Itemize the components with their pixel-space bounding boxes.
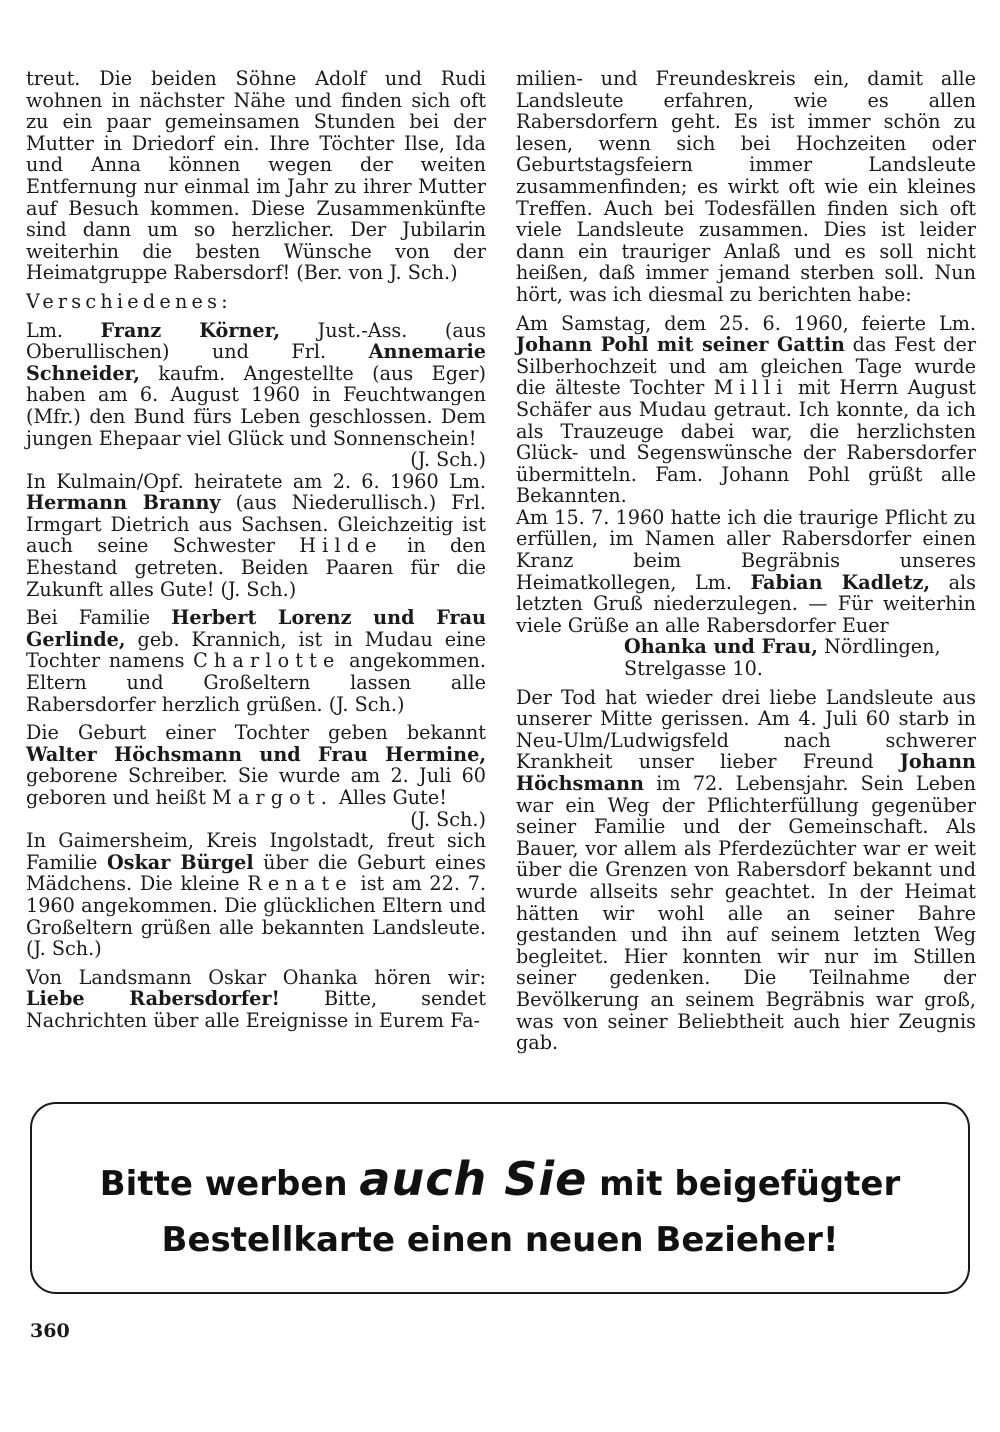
- name-oskar-buergel: Oskar Bürgel: [106, 850, 254, 874]
- text: geborene Schreiber. Sie wurde am 2. Juli 60 geboren und heißt: [26, 764, 486, 809]
- signature-city: Nördlingen,: [817, 635, 941, 659]
- text: in den Ehestand getreten. Beiden Paaren für die Zukunft alles Gute! (J. Sch.): [26, 534, 486, 601]
- text: Bitte, sendet Nachrichten über alle Ereignisse in Eurem Fa-: [26, 987, 486, 1032]
- paragraph-ohanka-letter-continued: milien- und Freundeskreis ein, damit alle Landsleute erfahren, wie es allen Rabersdorfern geht. Es ist immer schön zu lesen, wenn sich bei Hochzeiten oder Geburtstagsfeiern immer Landsleute zusammenfinden; es wirkt oft wie ein kleines Treffen. Auch bei Todesfällen finden sich oft viele Landsleute zusammen. Dies ist leider dann ein trauriger Anlaß und es soll nicht heißen, daß immer jemand sterben soll. Nun hört, was ich diesmal zu berichten habe:: [516, 67, 976, 306]
- spaced-name-charlotte: Charlotte: [193, 649, 341, 673]
- text: über die Geburt eines Mädchens. Die kleine: [26, 850, 486, 896]
- text: In Gaimersheim, Kreis Ingolstadt, freut sich Familie: [26, 829, 486, 874]
- advertisement-line-2: Bestellkarte einen neuen Bezieher!: [161, 1220, 839, 1260]
- name-fabian-kadletz: Fabian Kadletz,: [750, 570, 931, 594]
- text: Am Samstag, dem 25. 6. 1960, feierte Lm.: [516, 311, 976, 335]
- text: Lm.: [26, 318, 101, 342]
- paragraph-ohanka-letter-start: [26, 967, 486, 1032]
- paragraph-pohl-anniversary: [516, 313, 976, 507]
- text: Am 15. 7. 1960 hatte ich die traurige Pflicht zu erfüllen, im Namen aller Rabersdorfer einen Kranz beim Begräbnis unseres Heimatkollegen, Lm.: [516, 505, 976, 594]
- text: Bitte werben: [99, 1164, 360, 1204]
- name-ohanka-und-frau: Ohanka und Frau,: [624, 635, 818, 659]
- text: Just.-Ass. (aus Oberullischen) und Frl.: [26, 318, 486, 364]
- text: Alles Gute!: [332, 786, 447, 809]
- left-column: [26, 68, 486, 1039]
- paragraph-jubilee: treut. Die beiden Söhne Adolf und Rudi wohnen in nächster Nähe und finden sich oft zu ein paar gemeinsamen Stunden bei der Mutter in Driedorf ein. Ihre Töchter Ilse, Ida und Anna können wegen der weiten Entfernung nur einmal im Jahr zu ihrer Mutter auf Besuch kommen. Diese Zusammenkünfte sind dann um so herzlicher. Der Jubilarin weiterhin die besten Wünsche von der Heimatgruppe Rabersdorf! (Ber. von J. Sch.): [26, 67, 486, 285]
- name-annemarie-schneider: Annemarie Schneider,: [26, 340, 486, 385]
- text: ist am 22. 7. 1960 angekommen. Die glücklichen Eltern und Großeltern grüßen alle bekannten Landsleute. (J. Sch.): [26, 872, 486, 961]
- text: (aus Niederullisch.) Frl. Irmgart Dietrich aus Sachsen. Gleichzeitig ist auch seine Schwester: [26, 491, 486, 558]
- name-franz-koerner: Franz Körner,: [100, 318, 281, 342]
- page-number: 360: [30, 1320, 70, 1342]
- advertisement-box: [30, 1102, 970, 1294]
- name-herbert-lorenz: Herbert Lorenz und Frau Gerlinde,: [26, 606, 486, 651]
- text: angekommen. Eltern und Großeltern lassen alle Rabersdorfer herzlich grüßen. (J. Sch.): [26, 649, 486, 716]
- text: geb. Krannich, ist in Mudau eine Tochter namens: [26, 627, 486, 673]
- text: Von Landsmann Oskar Ohanka hören wir:: [26, 965, 486, 989]
- greeting-liebe-rabersdorfer: Liebe Rabersdorfer!: [26, 987, 280, 1011]
- spaced-name-hilde: Hilde: [299, 534, 383, 558]
- name-johann-pohl: Johann Pohl mit seiner Gattin: [516, 333, 845, 357]
- name-johann-hoechsmann: Johann Höchsmann: [516, 750, 976, 795]
- name-hermann-branny: Hermann Branny: [26, 491, 221, 515]
- paragraph-hoechsmann-birth: [26, 722, 486, 830]
- advertisement-emphasis: auch Sie: [359, 1152, 588, 1206]
- advertisement-line-1: [32, 1152, 968, 1206]
- paragraph-kadletz-funeral: [516, 507, 976, 637]
- text: kaufm. Angestellte (aus Eger) haben am 6. August 1960 in Feuchtwangen (Mfr.) den Bund fürs Leben geschlossen. Dem jungen Ehepaar viel Glück und Sonnenschein!: [26, 361, 486, 450]
- author-signature: (J. Sch.): [410, 807, 486, 831]
- spaced-name-margot: Margot.: [212, 786, 333, 809]
- name-walter-hoechsmann: Walter Höchsmann und Frau Hermine,: [26, 742, 486, 766]
- text: mit beigefügter: [587, 1164, 901, 1204]
- text: im 72. Lebensjahr. Sein Leben war ein Weg der Pflichterfüllung gegenüber seiner Familie und der Gemeinschaft. Als Bauer, vor allem als Pferdezüchter war er weit über die Grenzen von Rabersdorf bekannt und wurde allseits sehr geachtet. In der Heimat hätten wir wohl alle an seiner Bahre gestanden und ihn auf seinem letzten Weg begleitet. Hier konnten wir nur im Stillen seiner gedenken. Die Teilnahme der Bevölkerung an seinem Begräbnis war groß, was von seiner Beliebtheit auch hier Zeugnis gab.: [516, 772, 976, 1055]
- text: Der Tod hat wieder drei liebe Landsleute aus unserer Mitte gerissen. Am 4. Juli 60 starb in Neu-Ulm/Ludwigsfeld nach schwerer Krankheit unser lieber Freund: [516, 685, 976, 774]
- paragraph-buergel-birth: [26, 830, 486, 960]
- spaced-name-milli: Milli: [713, 376, 789, 400]
- text: In Kulmain/Opf. heiratete am 2. 6. 1960 Lm.: [26, 469, 486, 493]
- text: mit Herrn August Schäfer aus Mudau getraut. Ich konnte, da ich als Trauzeuge dabei war, die herzlichsten Glück- und Segenswünsche der Rabersdorfer übermitteln. Fam. Johann Pohl grüßt alle Bekannten.: [516, 376, 977, 508]
- text: das Fest der Silberhochzeit und am gleichen Tage wurde die älteste Tochter: [516, 333, 976, 400]
- paragraph-lorenz-birth: [26, 607, 486, 715]
- paragraph-hoechsmann-obituary: [516, 687, 976, 1054]
- text: Bei Familie: [26, 606, 172, 630]
- spaced-name-renate: Renate: [247, 872, 353, 896]
- author-signature: (J. Sch.): [410, 448, 486, 472]
- section-heading-verschiedenes: Verschiedenes:: [26, 289, 232, 313]
- paragraph-branny-wedding: [26, 471, 486, 601]
- paragraph-koerner-wedding: [26, 320, 486, 471]
- text: Die Geburt einer Tochter geben bekannt: [26, 721, 486, 745]
- letter-signature: [516, 636, 976, 679]
- signature-street: Strelgasse 10.: [624, 657, 763, 681]
- right-column: [516, 68, 976, 1061]
- text: als letzten Gruß niederzulegen. — Für weiterhin viele Grüße an alle Rabersdorfer Euer: [516, 570, 976, 637]
